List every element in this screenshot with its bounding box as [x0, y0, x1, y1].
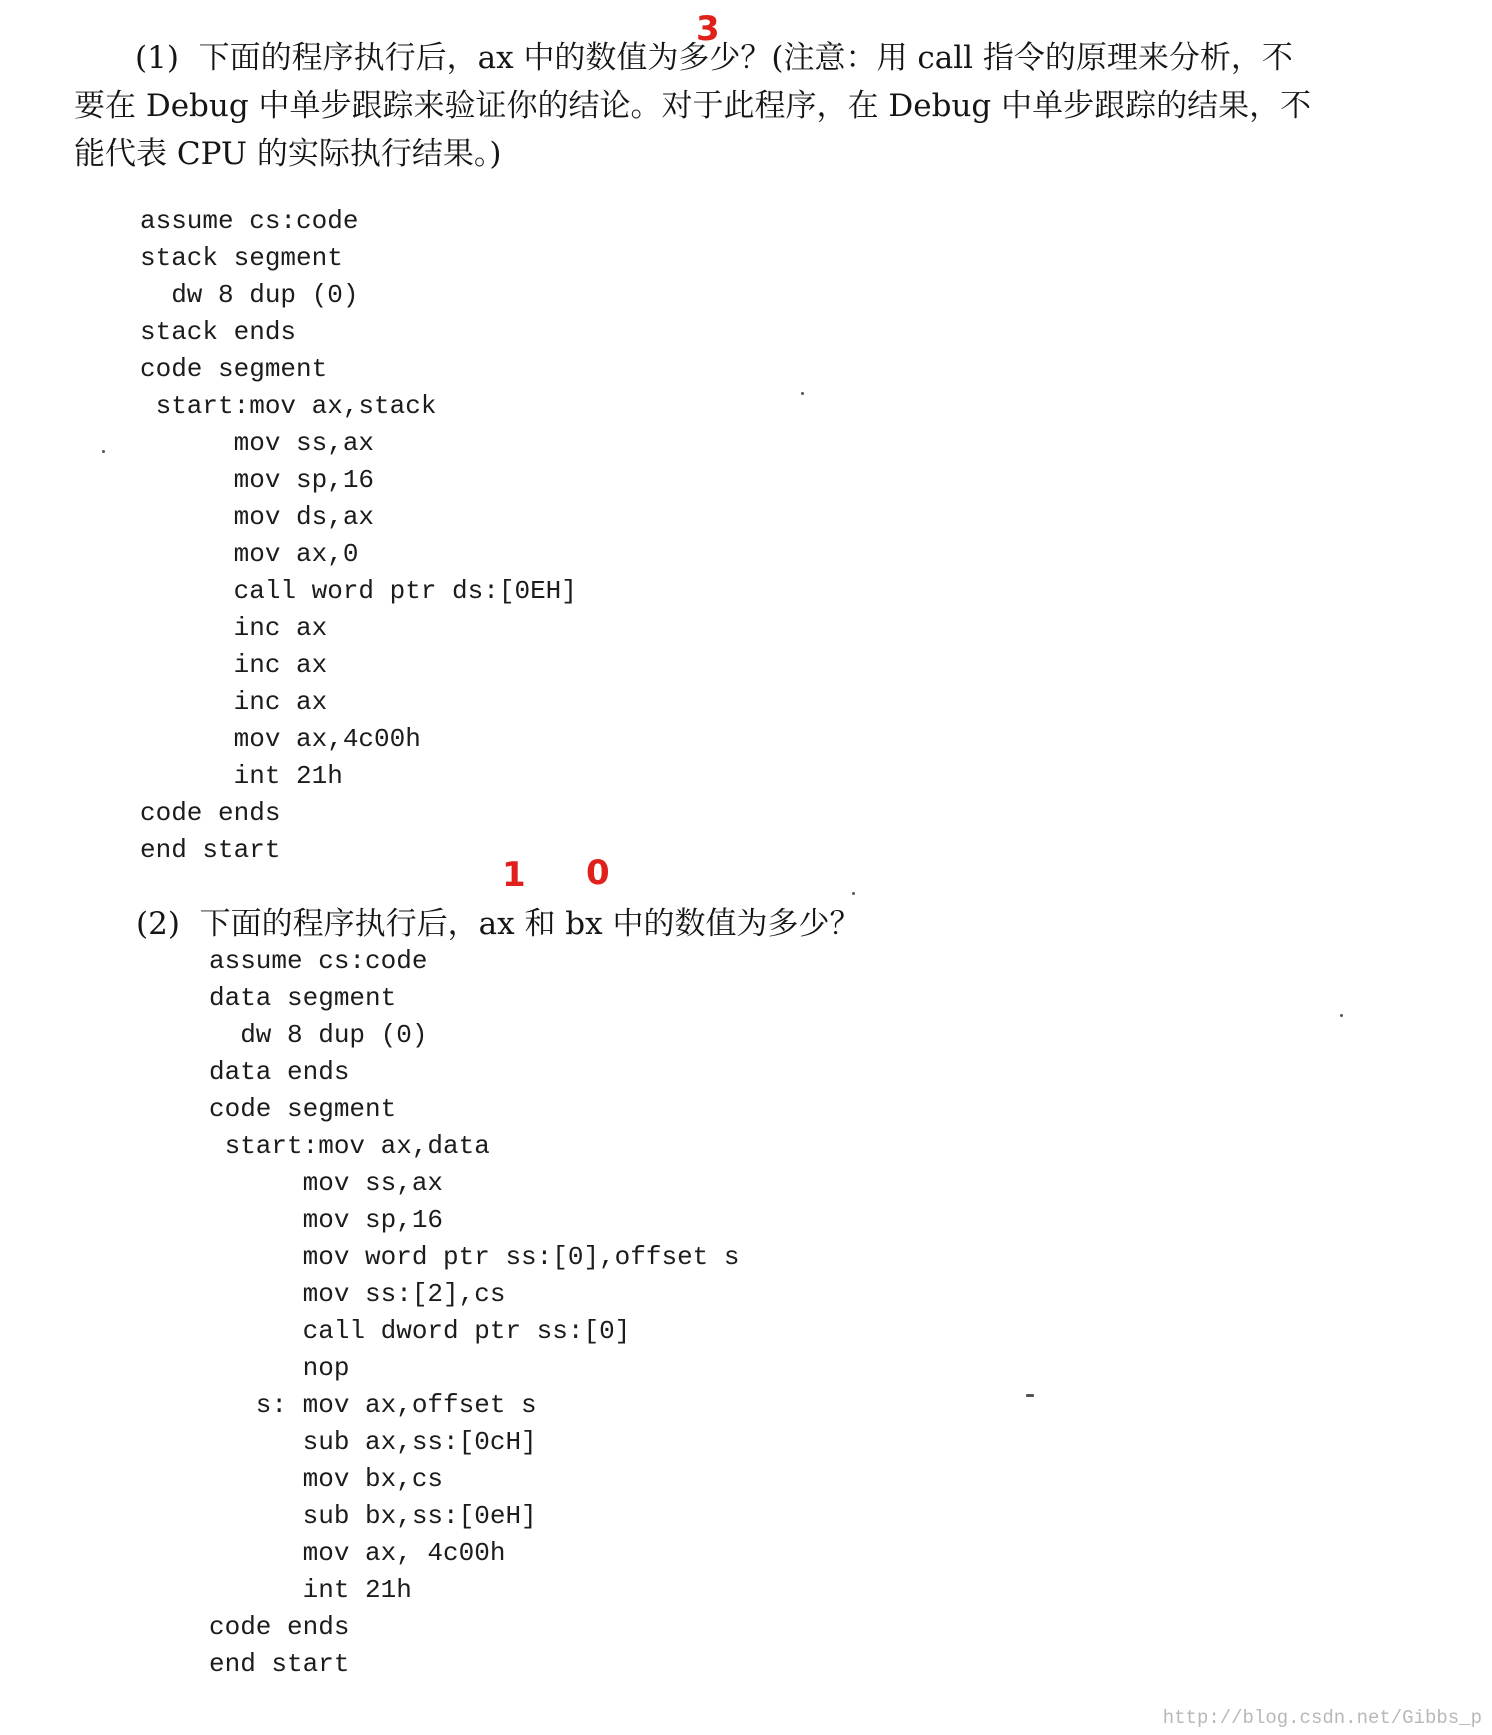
scan-speck: [801, 392, 804, 395]
code-line: int 21h: [140, 761, 343, 791]
code-line: inc ax: [140, 613, 328, 643]
code-line: start:mov ax,stack: [140, 391, 437, 421]
code-line: mov ds,ax: [140, 502, 375, 532]
answer-annotation-q2-ax: 1: [502, 855, 526, 895]
code-line: mov sp,16: [140, 465, 375, 495]
code-line: data segment: [209, 983, 397, 1013]
code-line: inc ax: [140, 687, 328, 717]
code-line: int 21h: [209, 1575, 412, 1605]
code-block-q2: [209, 943, 740, 1683]
code-line: start:mov ax,data: [209, 1131, 490, 1161]
code-line: mov ss,ax: [140, 428, 375, 458]
code-line: mov bx,cs: [209, 1464, 444, 1494]
code-line: code segment: [209, 1094, 397, 1124]
code-line: call word ptr ds:[0EH]: [140, 576, 577, 606]
code-line: sub ax,ss:[0cH]: [209, 1427, 537, 1457]
code-line: code ends: [140, 798, 281, 828]
code-line: assume cs:code: [140, 206, 359, 236]
code-line: code ends: [209, 1612, 350, 1642]
code-line: dw 8 dup (0): [209, 1020, 428, 1050]
code-line: nop: [209, 1353, 350, 1383]
code-line: mov ax, 4c00h: [209, 1538, 506, 1568]
code-line: mov sp,16: [209, 1205, 444, 1235]
code-line: mov ax,4c00h: [140, 724, 421, 754]
answer-annotation-q1-ax: 3: [696, 9, 720, 49]
question-1-line-1: (1) 下面的程序执行后，ax 中的数值为多少？(注意：用 call 指令的原理来分析，不: [135, 40, 1293, 76]
question-1-line-2: 要在 Debug 中单步跟踪来验证你的结论。对于此程序，在 Debug 中单步跟踪的结果，不: [74, 88, 1312, 124]
scan-speck: [852, 892, 855, 895]
code-line: data ends: [209, 1057, 350, 1087]
code-line: stack segment: [140, 243, 343, 273]
code-line: inc ax: [140, 650, 328, 680]
code-line: assume cs:code: [209, 946, 428, 976]
answer-annotation-q2-bx: 0: [586, 853, 610, 893]
code-line: mov word ptr ss:[0],offset s: [209, 1242, 740, 1272]
code-line: end start: [140, 835, 281, 865]
code-line: s: mov ax,offset s: [209, 1390, 537, 1420]
code-line: dw 8 dup (0): [140, 280, 359, 310]
code-line: end start: [209, 1649, 350, 1679]
question-1-line-3: 能代表 CPU 的实际执行结果。): [74, 136, 502, 172]
code-line: call dword ptr ss:[0]: [209, 1316, 631, 1346]
code-line: mov ss,ax: [209, 1168, 444, 1198]
scan-speck: [1340, 1014, 1343, 1017]
question-2-line-1: (2) 下面的程序执行后，ax 和 bx 中的数值为多少？: [136, 906, 861, 942]
code-line: mov ax,0: [140, 539, 359, 569]
code-line: code segment: [140, 354, 328, 384]
code-line: sub bx,ss:[0eH]: [209, 1501, 537, 1531]
code-line: stack ends: [140, 317, 297, 347]
scan-speck: [102, 450, 105, 453]
code-line: mov ss:[2],cs: [209, 1279, 506, 1309]
watermark: http://blog.csdn.net/Gibbs_p: [1162, 1707, 1482, 1729]
code-block-q1: [140, 203, 577, 869]
scan-speck: [1026, 1394, 1034, 1397]
